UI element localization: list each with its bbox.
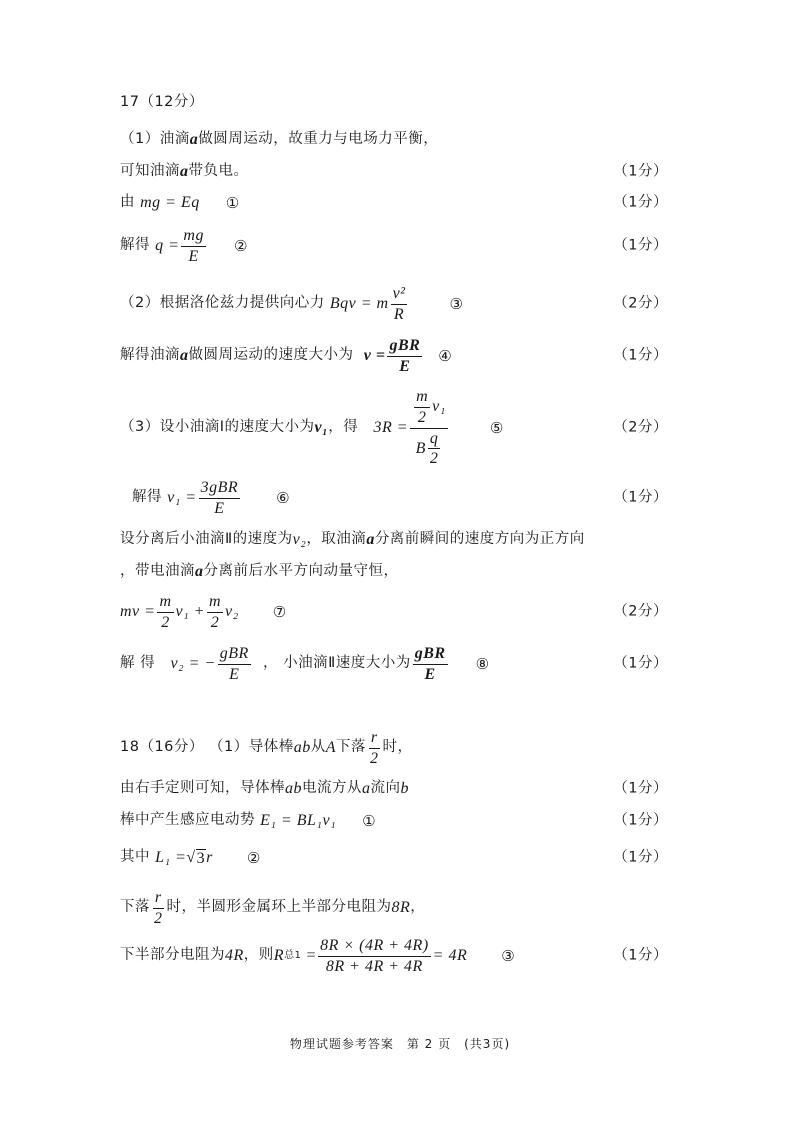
equation-lhs: q = — [155, 237, 180, 255]
var-a: a — [180, 163, 189, 180]
equation: mg = Eq — [140, 194, 200, 211]
equation-number: ① — [225, 193, 240, 212]
equation-lhs: v = — [363, 347, 386, 365]
denominator: 2 — [417, 408, 427, 426]
var-a: a — [195, 563, 204, 580]
line-text: ，则 — [243, 947, 274, 964]
score-label: （1分） — [613, 237, 668, 254]
line-text: 时，半圆形金属环上半部分电阻为 — [166, 899, 392, 916]
score-label: （2分） — [613, 419, 668, 436]
var-b: b — [400, 780, 409, 797]
q17-p1-line1-text: （1）油滴 — [120, 130, 190, 147]
q18-header — [120, 726, 668, 770]
denominator: E — [229, 665, 240, 683]
equals: = — [306, 947, 317, 965]
radicand: 3 — [196, 849, 206, 867]
q17-p1-line1 — [120, 130, 668, 149]
equation-number: ③ — [449, 295, 464, 313]
equation: E₁ = BL₁v₁ — [260, 812, 337, 829]
line-mid: 做圆周运动的速度大小为 — [188, 347, 354, 364]
denominator: E — [188, 247, 199, 265]
numerator: gBR — [218, 645, 251, 665]
fraction — [387, 337, 422, 375]
line-mid: ，得 — [328, 419, 359, 436]
numerator: gBR — [413, 645, 448, 665]
q17-p1-line2-end: 带负电。 — [188, 162, 249, 179]
denominator — [414, 429, 445, 468]
var-v1: v₁ — [314, 419, 329, 437]
score-label: （1分） — [613, 947, 668, 964]
line-text: ，取油滴 — [306, 530, 367, 547]
q18-line4 — [120, 886, 668, 930]
numerator: m — [157, 593, 173, 613]
fraction — [152, 889, 165, 927]
line-prefix: 由 — [120, 193, 135, 210]
line-text: （1）导体棒 — [209, 739, 294, 756]
denominator: 2 — [154, 909, 163, 927]
equation-lhs: mv = — [120, 603, 156, 621]
line-text: ，带电油滴 — [120, 562, 195, 579]
fraction — [391, 285, 408, 323]
score-label: （1分） — [613, 655, 668, 672]
q17-p1-line4 — [120, 226, 668, 266]
var-a: a — [362, 780, 371, 797]
line-prefix: 解得 — [120, 237, 150, 254]
var-v1: v₁ — [432, 398, 446, 416]
var-B: B — [415, 439, 426, 457]
denominator: 2 — [161, 613, 170, 631]
line-prefix: （3）设小油滴Ⅰ的速度大小为 — [120, 419, 315, 436]
q17-header-text: 17（12分） — [120, 94, 204, 110]
line-mid: ， 小油滴Ⅱ速度大小为 — [262, 655, 411, 672]
line-text: 电流方从 — [302, 779, 362, 796]
line-text: 从 — [310, 739, 326, 756]
line-prefix: 解得 — [132, 489, 162, 506]
fraction — [318, 937, 431, 975]
denominator: E — [424, 665, 436, 683]
fraction — [207, 593, 223, 631]
numerator: 8R × (4R + 4R) — [318, 937, 431, 957]
score-label: （1分） — [613, 779, 668, 796]
fraction — [157, 593, 173, 631]
line-text: 时， — [382, 739, 413, 756]
q18-line1 — [120, 779, 668, 798]
equation-number: ⑤ — [489, 419, 504, 437]
score-label: （1分） — [613, 193, 668, 210]
value: 4R — [225, 947, 244, 965]
inner-fraction — [414, 388, 430, 426]
equation-number: ② — [246, 848, 261, 867]
line-text: 下落 — [120, 899, 150, 916]
numerator: r — [153, 889, 164, 909]
equation-lhs: v₂ = − — [170, 655, 216, 673]
q17-p1-line1-end: 做圆周运动，故重力与电场力平衡， — [198, 130, 439, 147]
numerator: r — [369, 729, 380, 749]
q18-header-text: 18（16分） — [120, 739, 204, 756]
var-a: a — [366, 531, 375, 548]
equation-number: ③ — [501, 947, 516, 965]
score-label: （1分） — [613, 489, 668, 506]
equation-lhs: 3R = — [373, 419, 409, 437]
var-v2: v₂ — [292, 531, 307, 548]
numerator: q — [428, 430, 441, 450]
line-text: 分离前瞬间的速度方向为正方向 — [374, 530, 585, 547]
equation-number: ⑦ — [272, 603, 287, 621]
inner-fraction — [428, 430, 441, 468]
equation-lhs: L₁ = — [155, 849, 187, 866]
line-prefix: 解得油滴 — [120, 347, 180, 364]
q17-p1-line2-text: 可知油滴 — [120, 162, 180, 179]
numerator: 3gBR — [199, 479, 241, 499]
var-r: r — [206, 849, 213, 866]
equation-rhs: = 4R — [432, 947, 468, 965]
value: 8R — [391, 899, 411, 917]
q17-header — [120, 94, 668, 111]
fraction — [181, 227, 206, 265]
fraction — [199, 479, 241, 517]
equation-lhs: Bqv = m — [329, 295, 389, 313]
q17-p2-line1 — [120, 282, 668, 326]
line-text: 设分离后小油滴Ⅱ的速度为 — [120, 530, 293, 547]
var-ab: ab — [293, 739, 311, 757]
numerator — [410, 388, 448, 428]
var-ab: ab — [285, 780, 302, 797]
score-label: （1分） — [613, 848, 668, 865]
q17-p1-line2 — [120, 162, 668, 181]
q17-p3-line4 — [120, 562, 668, 581]
line-text: ， — [410, 899, 426, 916]
equation-number: ⑧ — [475, 655, 490, 673]
line-text: 流向 — [370, 779, 401, 796]
q17-p3-line1 — [120, 388, 668, 468]
denominator: E — [399, 357, 411, 375]
score-label: （2分） — [613, 603, 668, 620]
line-prefix: 解 得 — [120, 655, 156, 672]
denominator: 2 — [429, 450, 439, 468]
q18-line3 — [120, 848, 668, 867]
var-a: a — [189, 131, 199, 148]
score-label: （1分） — [613, 347, 668, 364]
line-text: 其中 — [120, 848, 150, 865]
line-text: 分离前后水平方向动量守恒， — [203, 562, 399, 579]
equation-number: ① — [362, 811, 377, 830]
numerator: m — [207, 593, 223, 613]
numerator: mg — [181, 227, 206, 247]
line-text: 下半部分电阻为 — [120, 947, 225, 964]
var-a: a — [180, 347, 189, 365]
q17-p3-line2 — [132, 476, 668, 520]
var-R: R — [273, 947, 285, 965]
equation-number: ④ — [438, 347, 453, 365]
equation-mid: v₁ + — [175, 603, 205, 621]
equation-number: ⑥ — [276, 489, 291, 507]
q17-p2-line2 — [120, 334, 668, 378]
q18-line2 — [120, 811, 668, 830]
numerator: v² — [391, 285, 408, 305]
equation-number: ② — [233, 237, 248, 255]
line-text: 由右手定则可知，导体棒 — [120, 779, 285, 796]
numerator: m — [414, 388, 430, 408]
line-prefix: （2）根据洛伦兹力提供向心力 — [120, 295, 325, 312]
numerator: gBR — [387, 337, 422, 357]
fraction — [413, 645, 448, 683]
denominator: R — [393, 305, 405, 323]
var-A: A — [325, 739, 337, 757]
q17-p3-line6 — [120, 642, 668, 686]
denominator: 2 — [210, 613, 220, 631]
score-label: （2分） — [613, 295, 668, 312]
fraction — [368, 729, 381, 767]
compound-fraction — [410, 388, 448, 467]
score-label: （1分） — [613, 162, 668, 179]
line-text: 棒中产生感应电动势 — [120, 811, 255, 828]
equation-lhs: v₁ = — [167, 489, 197, 507]
sqrt: √ 3 — [186, 849, 206, 867]
denominator: 2 — [370, 749, 379, 767]
fraction — [218, 645, 251, 683]
equation-end: v₂ — [225, 603, 239, 621]
line-text: 下落 — [336, 739, 367, 756]
q17-p3-line3 — [120, 530, 682, 549]
q17-p1-line3 — [120, 193, 668, 212]
q18-line5 — [120, 934, 668, 978]
denominator: 8R + 4R + 4R — [325, 957, 423, 975]
denominator: E — [214, 499, 225, 517]
score-label: （1分） — [613, 811, 668, 828]
subscript: 总1 — [284, 950, 302, 961]
page-footer: 物理试题参考答案 第 2 页 (共3页) — [289, 1037, 511, 1051]
q17-p3-line5 — [120, 590, 668, 634]
